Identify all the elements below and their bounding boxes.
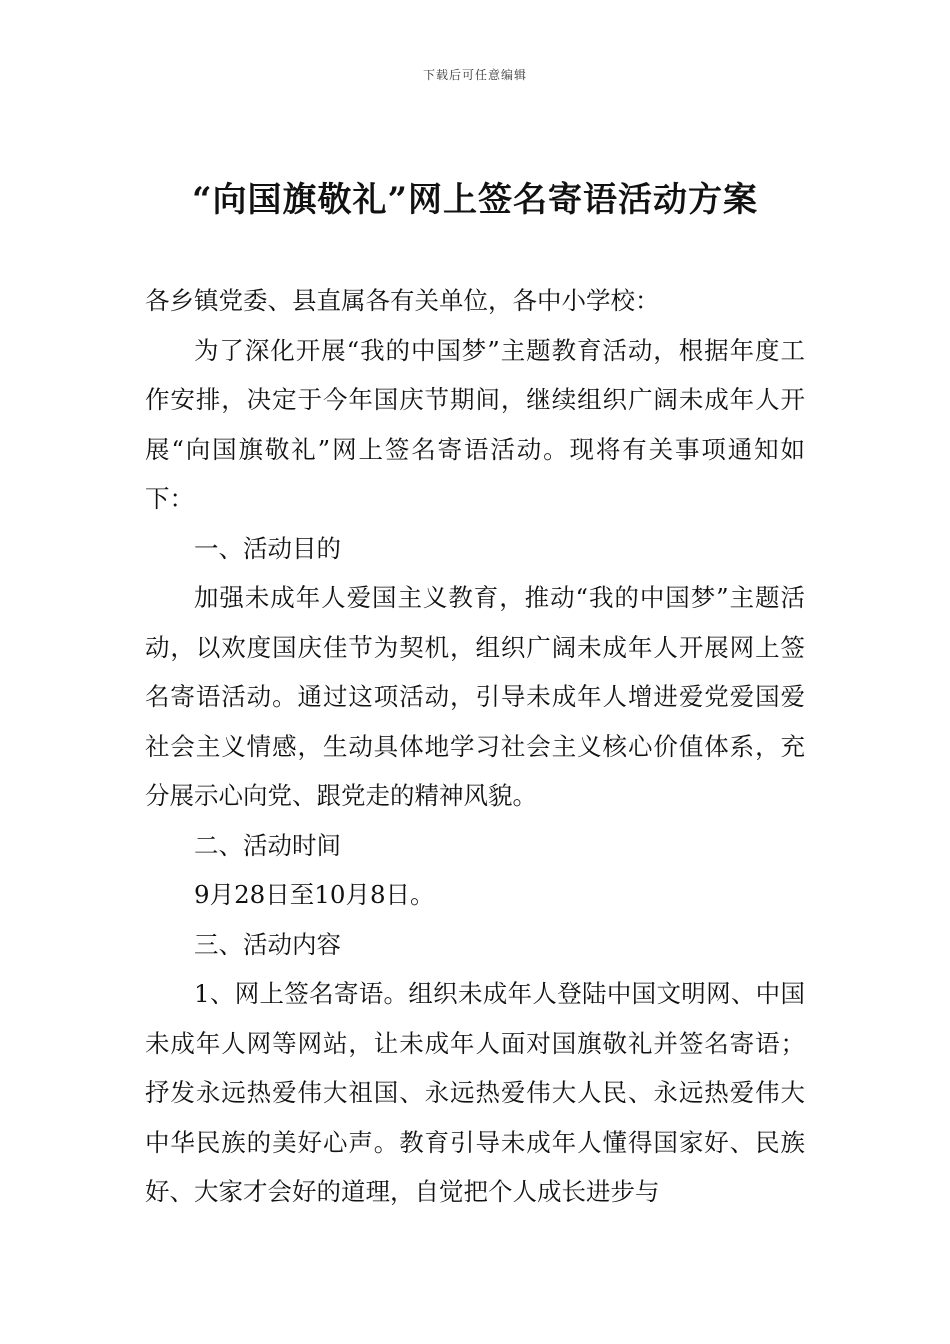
- section-heading-purpose: 一、活动目的: [194, 533, 341, 563]
- time-paragraph: 9月28日至10月8日。: [194, 880, 435, 909]
- content-paragraph-1: 1、网上签名寄语。组织未成年人登陆中国文明网、中国未成年人网等网站，让未成年人面对国旗敬礼并签名寄语；抒发永远热爱伟大祖国、永远热爱伟大人民、永远热爱伟大中华民族的美好心声。教育引导未成年人懂得国家好、民族好、大家才会好的道理，自觉把个人成长进步与: [145, 979, 805, 1206]
- section-heading-content: 三、活动内容: [194, 929, 341, 959]
- intro-paragraph: 为了深化开展“我的中国梦”主题教育活动，根据年度工作安排，决定于今年国庆节期间，继续组织广阔未成年人开展“向国旗敬礼”网上签名寄语活动。现将有关事项通知如下：: [145, 335, 805, 513]
- document-body: [145, 276, 805, 1217]
- page-header-note: 下载后可任意编辑: [422, 68, 527, 82]
- document-title: “向国旗敬礼”网上签名寄语活动方案: [191, 180, 759, 220]
- section-heading-time: 二、活动时间: [194, 830, 341, 860]
- salutation-paragraph: 各乡镇党委、县直属各有关单位，各中小学校：: [145, 286, 660, 315]
- purpose-paragraph: 加强未成年人爱国主义教育，推动“我的中国梦”主题活动，以欢度国庆佳节为契机，组织广阔未成年人开展网上签名寄语活动。通过这项活动，引导未成年人增进爱党爱国爱社会主义情感，生动具体地学习社会主义核心价值体系，充分展示心向党、跟党走的精神风貌。: [145, 583, 805, 810]
